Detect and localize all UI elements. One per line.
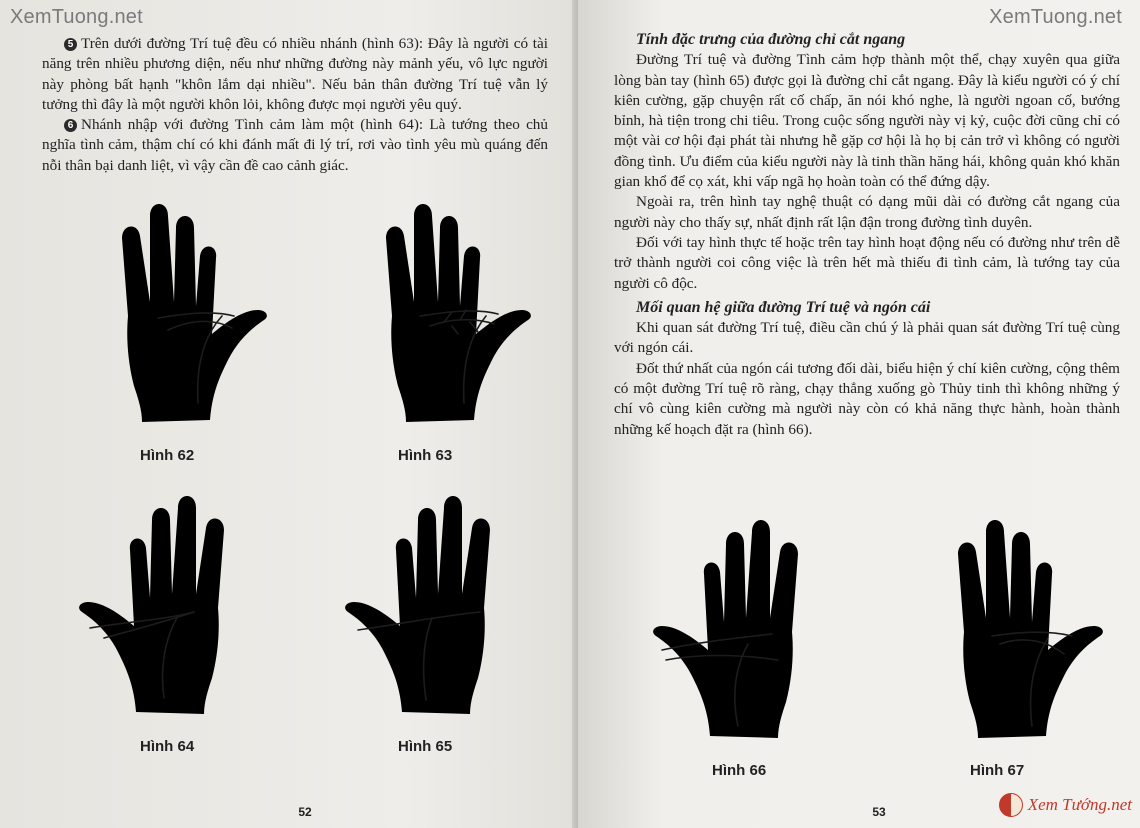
right-page xyxy=(578,0,1140,828)
page-number-right: 53 xyxy=(862,800,896,824)
palm-64-icon xyxy=(74,480,274,722)
caption-63: Hình 63 xyxy=(398,447,453,464)
palm-67-icon xyxy=(908,500,1108,750)
right-page-text xyxy=(614,30,1120,440)
figure-64 xyxy=(74,480,274,722)
watermark-right: XemTuong.net xyxy=(989,6,1122,28)
xemtuong-logo xyxy=(999,790,1132,820)
page-number-left: 52 xyxy=(288,800,322,824)
palm-65-icon xyxy=(340,480,540,722)
section2-paragraph-2: Đốt thứ nhất của ngón cái tương đối dài, biểu hiện ý chí kiên cường, cộng thêm có một đường Trí tuệ rõ ràng, chạy thẳng xuống gò Thủy tinh thì không những ý chí vô cùng kiên cường mà người này còn có khả năng thực hành, hoàn thành những kế hoạch đặt ra (hình 66). xyxy=(614,359,1120,438)
section1-paragraph-3: Đối với tay hình thực tế hoặc trên tay hình hoạt động nếu có đường như trên dễ trở thành người coi công việc là trên hết mà thiếu đi tình cảm, là tướng tay của người cô độc. xyxy=(614,233,1120,292)
figure-67 xyxy=(908,500,1108,750)
palm-63-icon xyxy=(336,188,536,430)
caption-67: Hình 67 xyxy=(970,762,1025,779)
left-page-text xyxy=(42,34,548,176)
paragraph-5-text: Trên dưới đường Trí tuệ đều có nhiều nhánh (hình 63): Đây là người có tài năng trên nhiều phương diện, nếu như những đường này mảnh yếu, vô lực người này phòng bất hạnh "khôn lắm dại nhiều". Nếu bản thân đường Trí tuệ vẫn lý tưởng thì đây là một người khôn lỏi, không được mọi người yêu quý. xyxy=(42,35,548,113)
palm-66-icon xyxy=(648,500,848,750)
section1-paragraph-2: Ngoài ra, trên hình tay nghệ thuật có dạng mũi dài có đường cắt ngang của người này cho thấy sự, nhất định rất lận đận trong đường tình duyên. xyxy=(614,193,1120,231)
section1-paragraph-1: Đường Trí tuệ và đường Tình cảm hợp thành một thể, chạy xuyên qua giữa lòng bàn tay (hình 65) được gọi là đường chỉ cắt ngang. Đây là kiểu người có ý chí kiên cường, gặp chuyện rất cố chấp, ăn nói khó nghe, là người ngoan cố, bướng bỉnh, hà tiện trong chi tiêu. Trong cuộc sống người này vị kỷ, cuộc đời cũng chỉ có một vài cơ hội đại phát tài nhưng hễ gặp cơ hội là họ bị cản trở vì không có người đồng tình. Ưu điểm của kiểu người này là tinh thần hăng hái, không quản khó khăn gian khổ để cọ xát, khi vấp ngã họ hoàn toàn có thể đứng dậy. xyxy=(614,51,1120,191)
yin-yang-icon xyxy=(999,793,1023,817)
section2-paragraph-1: Khi quan sát đường Trí tuệ, điều cần chú ý là phải quan sát đường Trí tuệ cùng với ngón cái. xyxy=(614,319,1120,357)
figure-62 xyxy=(72,188,272,430)
palm-62-icon xyxy=(72,188,272,430)
caption-66: Hình 66 xyxy=(712,762,767,779)
bullet-6-icon: 6 xyxy=(64,119,77,132)
figure-65 xyxy=(340,480,540,722)
paragraph-5 xyxy=(42,34,548,115)
heading-cross-line: Tính đặc trưng của đường chỉ cắt ngang xyxy=(636,31,906,48)
paragraph-6-text: Nhánh nhập với đường Tình cảm làm một (hình 64): Là tướng theo chủ nghĩa tình cảm, thậm chí có khi đánh mất đi lý trí, rơi vào tình yêu mù quáng đến nỗi thân bại danh liệt, vì vậy cần đề cao cảnh giác. xyxy=(42,116,548,174)
heading-thumb-relation: Mối quan hệ giữa đường Trí tuệ và ngón cái xyxy=(636,298,931,316)
figure-66 xyxy=(648,500,848,750)
caption-65: Hình 65 xyxy=(398,738,453,755)
caption-62: Hình 62 xyxy=(140,447,195,464)
watermark-left: XemTuong.net xyxy=(10,6,143,28)
bullet-5-icon: 5 xyxy=(64,38,77,51)
paragraph-6 xyxy=(42,115,548,176)
caption-64: Hình 64 xyxy=(140,738,195,755)
figure-63 xyxy=(336,188,536,430)
logo-text: Xem Tướng.net xyxy=(1027,795,1132,814)
